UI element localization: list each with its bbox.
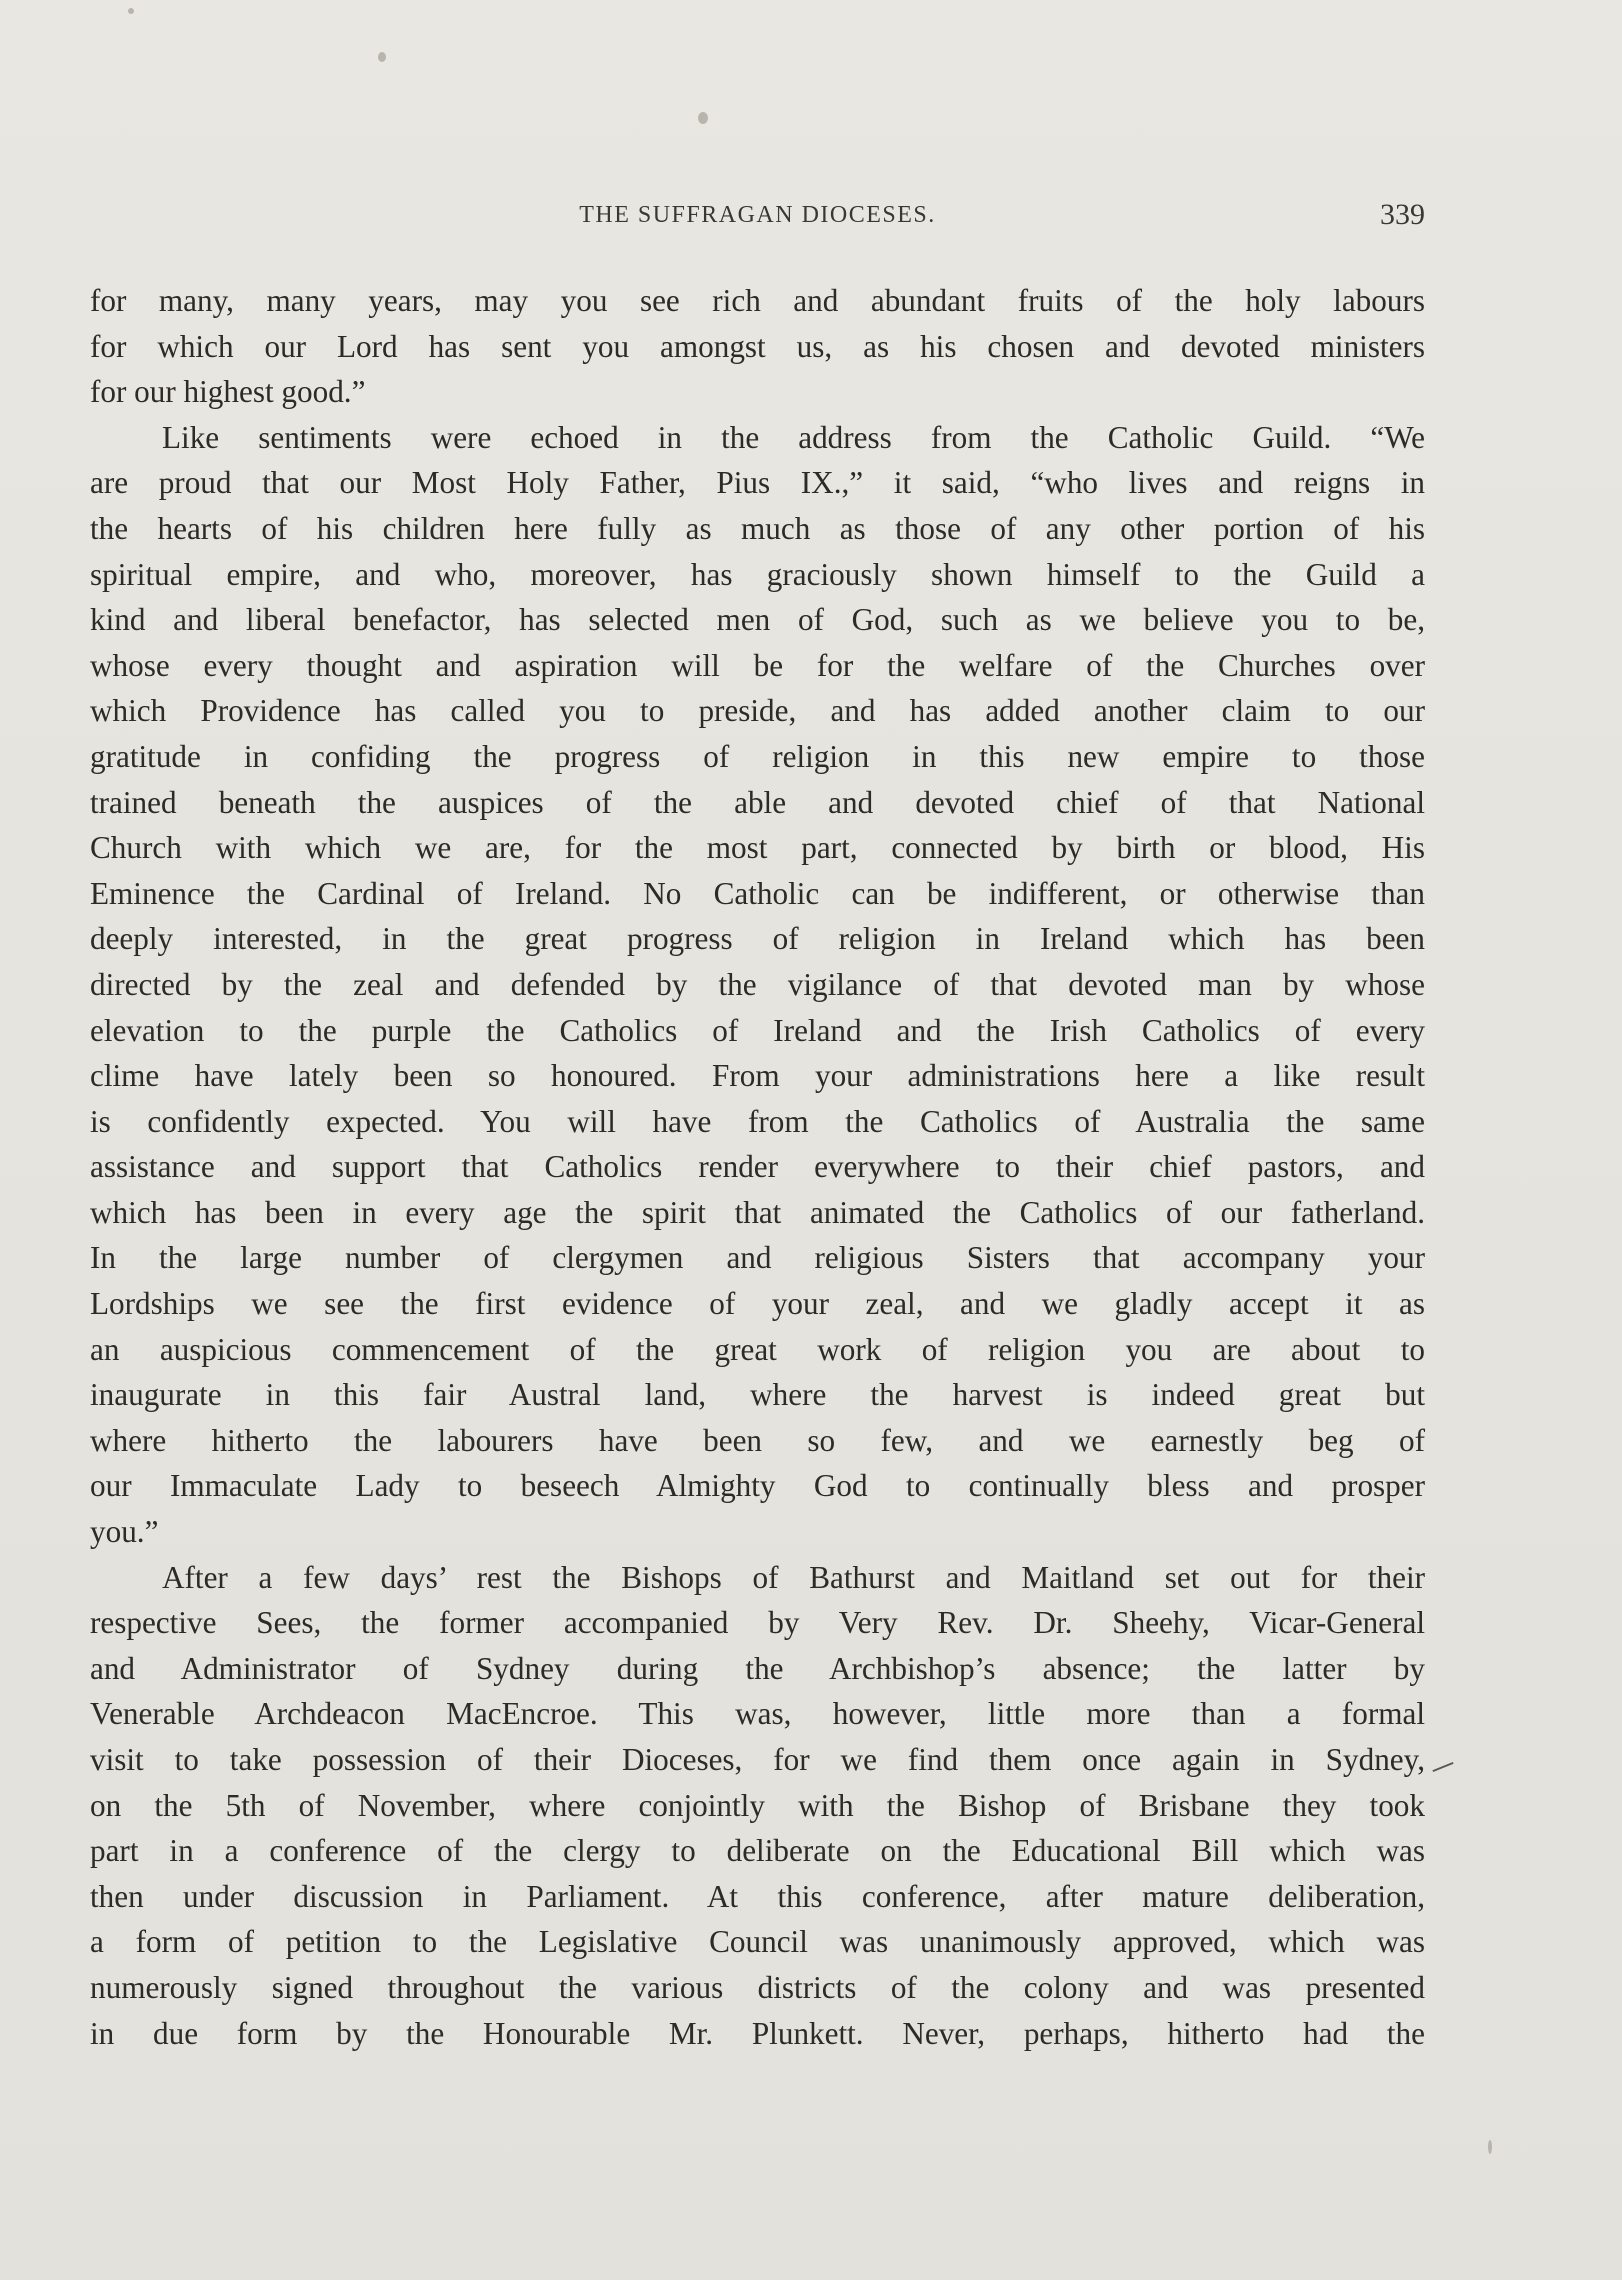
text-line: whose every thought and aspiration will be for the welfare of the Churches over	[90, 647, 1425, 683]
text-line: for which our Lord has sent you amongst us, as his chosen and devoted ministers	[90, 328, 1425, 364]
text-line: Church with which we are, for the most part, connected by birth or blood, His	[90, 830, 1425, 866]
text-line: the hearts of his children here fully as much as those of any other portion of his	[90, 510, 1425, 546]
text-line: which Providence has called you to preside, and has added another claim to our	[90, 693, 1425, 729]
text-line: assistance and support that Catholics render everywhere to their chief pastors, and	[90, 1149, 1425, 1185]
body-text	[90, 278, 1425, 2056]
text-line: then under discussion in Parliament. At this conference, after mature deliberation,	[90, 1878, 1425, 1914]
paper-speck	[698, 112, 708, 124]
text-line: our Immaculate Lady to beseech Almighty God to continually bless and prosper	[90, 1468, 1425, 1504]
text-line: Lordships we see the first evidence of your zeal, and we gladly accept it as	[90, 1286, 1425, 1322]
text-line: directed by the zeal and defended by the vigilance of that devoted man by whose	[90, 966, 1425, 1002]
text-line: part in a conference of the clergy to deliberate on the Educational Bill which was	[90, 1833, 1425, 1869]
text-line: deeply interested, in the great progress of religion in Ireland which has been	[90, 921, 1425, 957]
text-line: an auspicious commencement of the great work of religion you are about to	[90, 1331, 1425, 1367]
text-line: you.”	[90, 1514, 159, 1550]
text-line: visit to take possession of their Dioceses, for we find them once again in Sydney,	[90, 1742, 1425, 1777]
paper-speck	[128, 8, 134, 14]
text-line: for our highest good.”	[90, 374, 366, 410]
text-line: elevation to the purple the Catholics of Ireland and the Irish Catholics of every	[90, 1012, 1425, 1048]
text-line: and Administrator of Sydney during the Archbishop’s absence; the latter by	[90, 1650, 1425, 1686]
text-line: Eminence the Cardinal of Ireland. No Catholic can be indifferent, or otherwise than	[90, 875, 1425, 911]
text-line: numerously signed throughout the various districts of the colony and was presented	[90, 1969, 1425, 2005]
text-line: After a few days’ rest the Bishops of Bathurst and Maitland set out for their	[162, 1559, 1425, 1595]
margin-pencil-mark	[1432, 1762, 1453, 1772]
text-line: trained beneath the auspices of the able and devoted chief of that National	[90, 784, 1425, 820]
text-line: inaugurate in this fair Austral land, where the harvest is indeed great but	[90, 1377, 1425, 1413]
text-line: a form of petition to the Legislative Council was unanimously approved, which was	[90, 1924, 1425, 1960]
text-line: on the 5th of November, where conjointly with the Bishop of Brisbane they took	[90, 1787, 1425, 1823]
text-line: Venerable Archdeacon MacEncroe. This was, however, little more than a formal	[90, 1696, 1425, 1732]
text-line: clime have lately been so honoured. From your administrations here a like result	[90, 1058, 1425, 1094]
text-line: which has been in every age the spirit that animated the Catholics of our fatherland.	[90, 1194, 1425, 1230]
paper-speck	[378, 52, 386, 62]
text-line: Like sentiments were echoed in the address from the Catholic Guild. “We	[162, 419, 1425, 455]
text-line: respective Sees, the former accompanied by Very Rev. Dr. Sheehy, Vicar-General	[90, 1605, 1425, 1641]
paper-speck	[1488, 2140, 1492, 2154]
text-line: are proud that our Most Holy Father, Pius IX.,” it said, “who lives and reigns in	[90, 465, 1425, 501]
text-line: is confidently expected. You will have from the Catholics of Australia the same	[90, 1103, 1425, 1139]
text-line: gratitude in confiding the progress of religion in this new empire to those	[90, 738, 1425, 774]
text-line: kind and liberal benefactor, has selected men of God, such as we believe you to be,	[90, 602, 1425, 638]
text-line: where hitherto the labourers have been so few, and we earnestly beg of	[90, 1422, 1425, 1458]
page-header	[90, 198, 1425, 242]
text-line: In the large number of clergymen and religious Sisters that accompany your	[90, 1240, 1425, 1276]
text-line: for many, many years, may you see rich and abundant fruits of the holy labours	[90, 283, 1425, 318]
text-line: spiritual empire, and who, moreover, has graciously shown himself to the Guild a	[90, 556, 1425, 592]
running-head: THE SUFFRAGAN DIOCESES.	[579, 202, 936, 228]
text-line: in due form by the Honourable Mr. Plunkett. Never, perhaps, hitherto had the	[90, 2015, 1425, 2051]
page-number: 339	[1380, 198, 1425, 231]
